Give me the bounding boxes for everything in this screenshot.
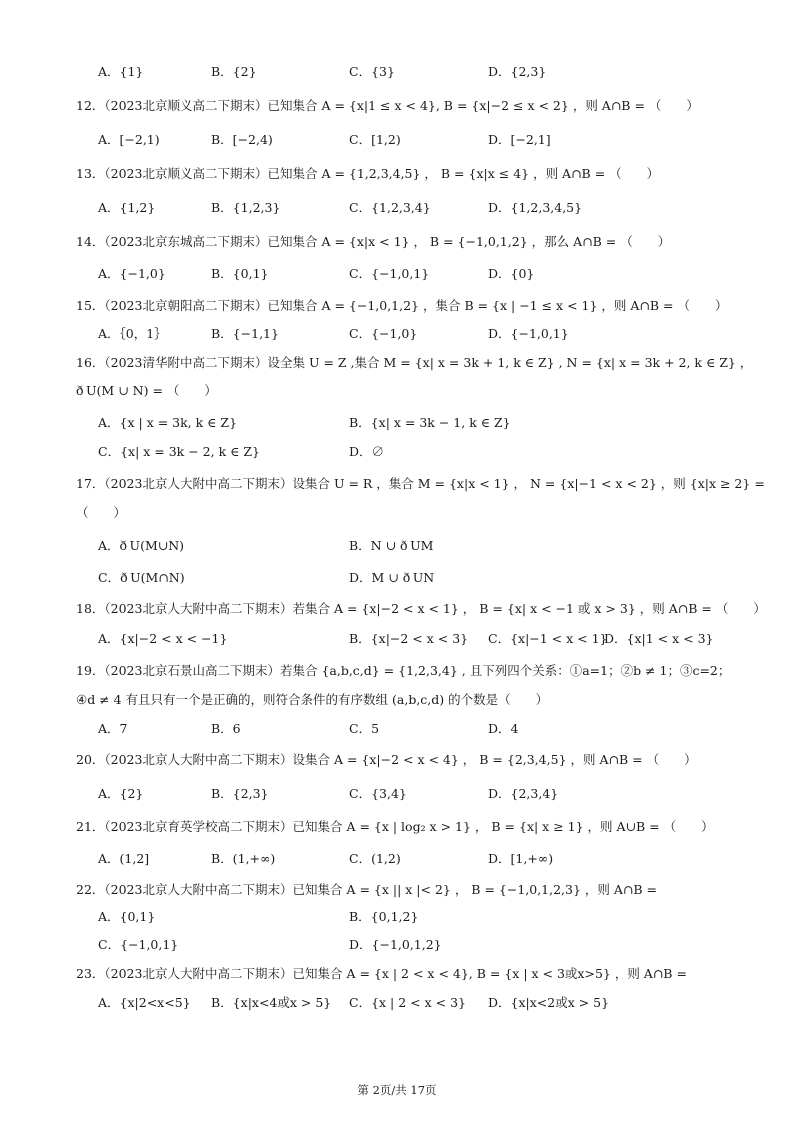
option-a: A．{x|2<x<5} — [98, 995, 191, 1010]
question-stem: 13．（2023北京顺义高二下期末）已知集合 A = {1,2,3,4,5} ， B = {x|x ≤ 4} ，则 A∩B = （ ） — [76, 166, 660, 181]
option-d: D．{1,2,3,4,5} — [488, 200, 583, 215]
option-b: B．{−1,1} — [211, 326, 279, 341]
option-c: C．{1,2,3,4} — [349, 200, 431, 215]
question-stem-continued: ④d ≠ 4 有且只有一个是正确的，则符合条件的有序数组 (a,b,c,d) 的个数是（ ） — [76, 692, 549, 707]
option-d: D．∅ — [349, 444, 385, 459]
option-b: B．{x|x<4或x > 5} — [211, 995, 332, 1010]
question-stem: 12．（2023北京顺义高二下期末）已知集合 A = {x|1 ≤ x < 4}, B = {x|−2 ≤ x < 2} ，则 A∩B = （ ） — [76, 98, 699, 113]
question-stem-continued: （ ） — [76, 505, 127, 520]
option-b: B．6 — [211, 721, 241, 736]
option-c: C．(1,2) — [349, 851, 401, 866]
option-b: B．{0,1,2} — [349, 909, 419, 924]
option-d: D．{2,3,4} — [488, 786, 559, 801]
option-b: B．(1,+∞) — [211, 851, 276, 866]
option-b: B．{2,3} — [211, 786, 269, 801]
question-stem: 19．（2023北京石景山高二下期末）若集合 {a,b,c,d} = {1,2,3,4} , 且下列四个关系：①a=1；②b ≠ 1；③c=2； — [76, 663, 731, 678]
option-c: C．{3,4} — [349, 786, 407, 801]
option-c: C．{x | 2 < x < 3} — [349, 995, 466, 1010]
option-a: A．{2} — [98, 786, 144, 801]
option-c: C．{−1,0,1} — [98, 937, 179, 952]
option-a: A．{x | x = 3k, k ∈ Z} — [98, 415, 238, 430]
option-d: D．4 — [488, 721, 519, 736]
option-c: C．5 — [349, 721, 380, 736]
option-a: A．(1,2] — [98, 851, 150, 866]
option-c: C．[1,2) — [349, 132, 401, 147]
question-stem: 18．（2023北京人大附中高二下期末）若集合 A = {x|−2 < x < 1} ， B = {x| x < −1 或 x > 3} ，则 A∩B = （ ） — [76, 601, 766, 616]
option-b: B．{0,1} — [211, 266, 269, 281]
option-a: A．{1} — [98, 64, 144, 79]
option-b: B．{1,2,3} — [211, 200, 281, 215]
question-stem: 15．（2023北京朝阳高二下期末）已知集合 A = {−1,0,1,2} ，集合 B = {x | −1 ≤ x < 1} ，则 A∩B = （ ） — [76, 298, 728, 313]
option-a: A．{−1,0} — [98, 266, 166, 281]
option-c: C．{x| x = 3k − 2, k ∈ Z} — [98, 444, 260, 459]
option-d: D．{x|1 < x < 3} — [604, 631, 714, 646]
option-a: A．｛0，1｝ — [98, 326, 167, 341]
option-b: B．{2} — [211, 64, 257, 79]
option-a: A．{x|−2 < x < −1} — [98, 631, 228, 646]
option-d: D．M ∪ ð UN — [349, 570, 435, 585]
option-d: D．{0} — [488, 266, 535, 281]
page-footer: 第 2页/共 17页 — [357, 1083, 437, 1097]
option-c: C．{3} — [349, 64, 395, 79]
option-a: A．[−2,1) — [98, 132, 160, 147]
option-c: C．{x|−1 < x < 1} — [488, 631, 608, 646]
question-stem: 20．（2023北京人大附中高二下期末）设集合 A = {x|−2 < x < 4} ， B = {2,3,4,5} ，则 A∩B = （ ） — [76, 752, 697, 767]
option-a: A．{0,1} — [98, 909, 156, 924]
option-a: A．{1,2} — [98, 200, 156, 215]
option-b: B．{x| x = 3k − 1, k ∈ Z} — [349, 415, 511, 430]
option-c: C．{−1,0} — [349, 326, 418, 341]
question-stem: 23．（2023北京人大附中高二下期末）已知集合 A = {x | 2 < x < 4}, B = {x | x < 3或x>5} ，则 A∩B = — [76, 966, 687, 981]
question-stem: 16．（2023清华附中高二下期末）设全集 U = Z ,集合 M = {x| x = 3k + 1, k ∈ Z} , N = {x| x = 3k + 2, k ∈ Z} ， — [76, 355, 753, 370]
option-c: C．{−1,0,1} — [349, 266, 430, 281]
option-c: C．ð U(M∩N) — [98, 570, 185, 585]
option-d: D．{2,3} — [488, 64, 547, 79]
option-d: D．[−2,1] — [488, 132, 551, 147]
option-d: D．{−1,0,1} — [488, 326, 569, 341]
option-a: A．ð U(M∪N) — [98, 538, 185, 553]
option-d: D．{−1,0,1,2} — [349, 937, 442, 952]
option-b: B．N ∪ ð UM — [349, 538, 434, 553]
option-b: B．[−2,4) — [211, 132, 273, 147]
option-a: A．7 — [98, 721, 128, 736]
question-stem: 21．（2023北京育英学校高二下期末）已知集合 A = {x | log₂ x > 1} ， B = {x| x ≥ 1} ，则 A∪B = （ ） — [76, 819, 714, 834]
question-stem: 14．（2023北京东城高二下期末）已知集合 A = {x|x < 1} ， B = {−1,0,1,2} ，那么 A∩B = （ ） — [76, 234, 671, 249]
option-d: D．{x|x<2或x > 5} — [488, 995, 610, 1010]
question-stem: 17．（2023北京人大附中高二下期末）设集合 U = R ，集合 M = {x|x < 1} ， N = {x|−1 < x < 2} ，则 {x|x ≥ 2} = — [76, 476, 765, 491]
option-d: D．[1,+∞) — [488, 851, 554, 866]
option-b: B．{x|−2 < x < 3} — [349, 631, 469, 646]
question-stem: 22．（2023北京人大附中高二下期末）已知集合 A = {x || x |< 2} ， B = {−1,0,1,2,3} ，则 A∩B = — [76, 882, 658, 897]
question-stem-continued: ð U(M ∪ N) = （ ） — [76, 383, 217, 398]
